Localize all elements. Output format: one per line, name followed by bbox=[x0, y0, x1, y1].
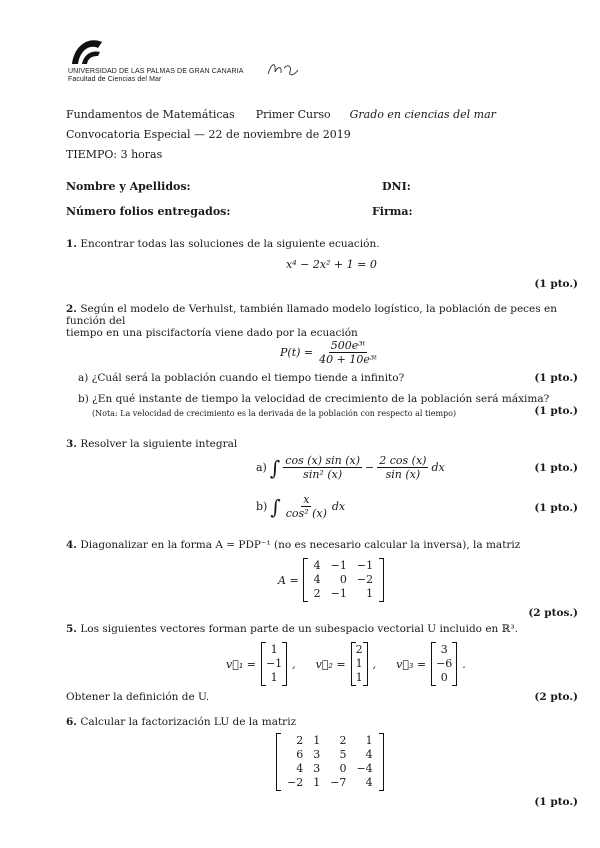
q2-b-note: (Nota: La velocidad de crecimiento es la derivada de la población con respecto al tiempo) bbox=[92, 409, 457, 418]
integral-sign: ∫ bbox=[269, 455, 281, 480]
vector-v3 bbox=[431, 642, 457, 686]
numerator: 2 cos (x) bbox=[379, 454, 427, 467]
vector-entry: 0 bbox=[440, 671, 448, 684]
matrix-entry: −7 bbox=[330, 776, 347, 789]
denominator: sin² (x) bbox=[303, 468, 343, 481]
name-label: Nombre y Apellidos: bbox=[66, 180, 191, 193]
part-text: ¿Cuál será la población cuando el tiempo tiende a infinito? bbox=[91, 372, 405, 384]
separator: , bbox=[292, 657, 296, 671]
q2-equation bbox=[280, 339, 379, 366]
differential: dx bbox=[331, 500, 346, 513]
vector-entry: −1 bbox=[265, 657, 283, 670]
vector-v1 bbox=[261, 642, 287, 686]
course-year: Primer Curso bbox=[255, 108, 331, 121]
matrix-entry: 4 bbox=[313, 573, 321, 586]
vector-v2 bbox=[351, 642, 368, 686]
matrix-lu bbox=[276, 733, 384, 791]
matrix-entry: −2 bbox=[287, 776, 304, 789]
q5-obtain: Obtener la definición de U. bbox=[66, 691, 210, 703]
session-line: Convocatoria Especial — 22 de noviembre de 2019 bbox=[66, 128, 351, 141]
part-label: a) bbox=[256, 461, 267, 474]
question-text-line-1: Según el modelo de Verhulst, también llamado modelo logístico, la población de peces en función del bbox=[66, 303, 557, 327]
dni-label: DNI: bbox=[382, 180, 411, 193]
vector-entry: 1 bbox=[270, 671, 278, 684]
q2-part-b bbox=[78, 393, 549, 405]
folios-label: Número folios entregados: bbox=[66, 205, 231, 218]
question-1 bbox=[66, 238, 380, 250]
matrix-entry: 6 bbox=[296, 748, 304, 761]
vector-entry: 1 bbox=[270, 643, 278, 656]
q3-b-points: (1 pto.) bbox=[534, 502, 578, 514]
q5-vectors bbox=[226, 642, 466, 686]
q1-points: (1 pto.) bbox=[534, 278, 578, 290]
question-text: Resolver la siguiente integral bbox=[80, 438, 238, 450]
matrix-A bbox=[303, 558, 384, 602]
matrix-entry: 4 bbox=[313, 559, 321, 572]
faculty-name: Facultad de Ciencias del Mar bbox=[68, 76, 162, 83]
v3-label: v⃗₃ = bbox=[396, 657, 427, 671]
matrix-entry: 4 bbox=[365, 776, 373, 789]
denominator: cos² (x) bbox=[285, 507, 327, 520]
matrix-entry: −4 bbox=[356, 762, 373, 775]
numerator: x bbox=[303, 493, 310, 506]
question-number: 6. bbox=[66, 716, 77, 728]
matrix-entry: 1 bbox=[365, 734, 373, 747]
question-number: 4. bbox=[66, 539, 77, 551]
course-line bbox=[66, 108, 496, 121]
matrix-entry: 3 bbox=[313, 748, 321, 761]
q3-integral-b bbox=[256, 493, 345, 520]
question-text: Los siguientes vectores forman parte de un subespacio vectorial U incluido en ℝ³. bbox=[80, 623, 518, 635]
matrix-entry: −2 bbox=[356, 573, 374, 586]
matrix-entry: −1 bbox=[330, 559, 347, 572]
matrix-entry: 2 bbox=[339, 734, 347, 747]
question-text: Diagonalizar en la forma A = PDP⁻¹ (no es necesario calcular la inversa), la matriz bbox=[80, 539, 521, 551]
denominator: sin (x) bbox=[385, 468, 421, 481]
degree-name: Grado en ciencias del mar bbox=[349, 108, 496, 121]
q2-part-a bbox=[78, 372, 404, 384]
q5-points: (2 pto.) bbox=[534, 691, 578, 703]
university-logo bbox=[68, 34, 104, 70]
part-label: b) bbox=[78, 393, 89, 405]
minus-sign: − bbox=[365, 461, 375, 474]
question-3 bbox=[66, 438, 237, 450]
q3-a-points: (1 pto.) bbox=[534, 462, 578, 474]
matrix-entry: 2 bbox=[296, 734, 304, 747]
eq-fraction bbox=[317, 339, 379, 366]
matrix-entry: 4 bbox=[296, 762, 304, 775]
q3-integral-a bbox=[256, 454, 445, 481]
matrix-lhs: A = bbox=[278, 573, 299, 587]
fraction bbox=[284, 493, 329, 520]
question-number: 1. bbox=[66, 238, 77, 250]
question-6 bbox=[66, 716, 296, 728]
eq-numerator: 500e³ᵗ bbox=[330, 339, 366, 352]
matrix-entry: 2 bbox=[313, 587, 321, 600]
question-text-line-2: tiempo en una piscifactoría viene dado por la ecuación bbox=[66, 327, 358, 339]
matrix-entry: 0 bbox=[339, 762, 347, 775]
question-text: Calcular la factorización LU de la matriz bbox=[80, 716, 297, 728]
q4-points: (2 ptos.) bbox=[528, 607, 578, 619]
end-mark: . bbox=[462, 657, 466, 671]
vector-entry: 3 bbox=[440, 643, 448, 656]
matrix-entry: 5 bbox=[339, 748, 347, 761]
matrix-entry: −1 bbox=[356, 559, 374, 572]
part-text: ¿En qué instante de tiempo la velocidad de crecimiento de la población será máxima? bbox=[92, 393, 550, 405]
part-label: b) bbox=[256, 500, 268, 513]
university-name-block bbox=[68, 68, 244, 84]
eq-denominator: 40 + 10e³ᵗ bbox=[319, 353, 377, 366]
matrix-entry: 1 bbox=[313, 734, 321, 747]
q2-b-points: (1 pto.) bbox=[534, 405, 578, 417]
matrix-entry: 1 bbox=[366, 587, 374, 600]
vector-entry: 2 bbox=[355, 643, 363, 656]
q2-a-points: (1 pto.) bbox=[534, 372, 578, 384]
question-4 bbox=[66, 539, 520, 551]
question-number: 3. bbox=[66, 438, 77, 450]
vector-entry: 1 bbox=[355, 657, 363, 670]
matrix-entry: −1 bbox=[330, 587, 347, 600]
separator: , bbox=[372, 657, 377, 671]
signature-label: Firma: bbox=[372, 205, 413, 218]
q6-points: (1 pto.) bbox=[534, 796, 578, 808]
signature-logo bbox=[266, 58, 300, 80]
question-2 bbox=[66, 303, 586, 339]
fraction-1 bbox=[283, 454, 362, 481]
question-5 bbox=[66, 623, 518, 635]
numerator: cos (x) sin (x) bbox=[285, 454, 361, 467]
matrix-entry: 4 bbox=[365, 748, 373, 761]
v2-label: v⃗₂ = bbox=[315, 657, 346, 671]
q6-matrix-eq bbox=[276, 733, 384, 791]
university-name: UNIVERSIDAD DE LAS PALMAS DE GRAN CANARIA bbox=[68, 68, 244, 75]
question-number: 2. bbox=[66, 303, 77, 315]
fraction-2 bbox=[377, 454, 428, 481]
course-title: Fundamentos de Matemáticas bbox=[66, 108, 235, 121]
vector-entry: −6 bbox=[436, 657, 453, 670]
integral-sign: ∫ bbox=[270, 494, 281, 519]
v1-label: v⃗₁ = bbox=[226, 657, 256, 671]
question-text: Encontrar todas las soluciones de la siguiente ecuación. bbox=[80, 238, 380, 250]
question-number: 5. bbox=[66, 623, 77, 635]
matrix-entry: 1 bbox=[313, 776, 321, 789]
vector-entry: 1 bbox=[355, 671, 363, 684]
differential: dx bbox=[431, 461, 445, 474]
q1-equation: x⁴ − 2x² + 1 = 0 bbox=[286, 258, 377, 271]
part-label: a) bbox=[78, 372, 89, 384]
time-line: TIEMPO: 3 horas bbox=[66, 148, 163, 161]
q4-matrix-eq bbox=[278, 558, 384, 602]
matrix-entry: 3 bbox=[313, 762, 321, 775]
eq-lhs: P(t) = bbox=[280, 346, 314, 359]
matrix-entry: 0 bbox=[339, 573, 347, 586]
